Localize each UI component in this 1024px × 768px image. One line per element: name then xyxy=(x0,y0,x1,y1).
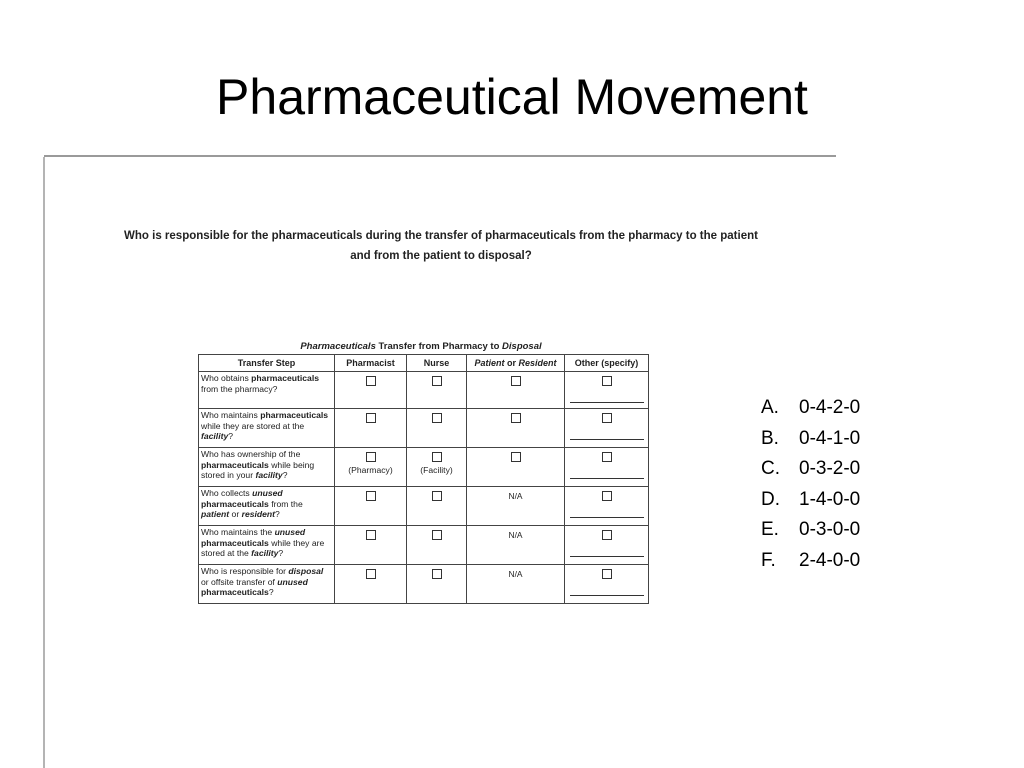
table-header-row xyxy=(199,355,649,372)
patient-cell xyxy=(467,372,565,409)
answer-text: 0-3-0-0 xyxy=(799,519,861,540)
step-text: ? xyxy=(268,587,274,597)
other-cell xyxy=(565,487,649,526)
step-text-bold-italic: unused xyxy=(274,527,306,538)
pharmacist-cell xyxy=(335,448,407,487)
table-row xyxy=(199,448,649,487)
step-text: Who is responsible for xyxy=(201,566,289,576)
pharmacist-checkbox[interactable] xyxy=(366,413,376,423)
other-cell xyxy=(565,565,649,604)
pharmacist-cell xyxy=(335,409,407,448)
step-text: Who has ownership of the xyxy=(201,449,301,460)
scan-border-top xyxy=(44,155,836,157)
survey-question: Who is responsible for the pharmaceuticals during the transfer of pharmaceuticals from the pharmacy to the patient and from the patient to disposal? xyxy=(124,230,758,262)
answer-text: 1-4-0-0 xyxy=(799,488,861,510)
answer-text: 0-3-2-0 xyxy=(799,458,861,479)
table-row xyxy=(199,372,649,409)
step-text-bold: pharmaceuticals xyxy=(201,459,269,470)
scan-border-left xyxy=(43,157,45,768)
step-text: Who collects xyxy=(201,488,253,499)
transfer-step-cell xyxy=(199,372,335,409)
table-row xyxy=(199,487,649,526)
pharmacist-cell xyxy=(335,565,407,604)
slide-title: Pharmaceutical Movement xyxy=(216,69,808,125)
answer-letter: B. xyxy=(761,427,779,449)
patient-cell xyxy=(467,448,565,487)
specify-line[interactable] xyxy=(570,595,644,596)
step-text-bold-italic: facility xyxy=(255,470,283,481)
step-text-bold-italic: disposal xyxy=(288,566,324,576)
header-patient-resident xyxy=(467,355,565,372)
header-pharmacist: Pharmacist xyxy=(335,355,407,372)
specify-line[interactable] xyxy=(570,556,644,557)
answer-letter: A. xyxy=(761,397,779,418)
step-text: ? xyxy=(275,509,280,520)
step-text-bold-italic: unused xyxy=(252,488,283,499)
transfer-table xyxy=(198,354,649,604)
transfer-step-cell xyxy=(199,448,335,487)
step-text: while they are stored at the xyxy=(201,420,305,431)
patient-cell xyxy=(467,526,565,565)
other-checkbox[interactable] xyxy=(602,569,612,579)
patient-na: N/A xyxy=(508,491,523,502)
answer-option-c xyxy=(761,454,860,485)
patient-cell xyxy=(467,565,565,604)
step-text-bold-italic: patient xyxy=(201,509,230,520)
transfer-step-cell xyxy=(199,409,335,448)
step-text-bold: pharmaceuticals xyxy=(201,587,269,597)
step-text: or offsite transfer of xyxy=(201,576,278,587)
answer-option-d xyxy=(761,485,860,516)
step-text: from the pharmacy? xyxy=(201,383,278,394)
nurse-cell xyxy=(407,372,467,409)
step-text: ? xyxy=(282,470,288,481)
nurse-cell xyxy=(407,487,467,526)
patient-na: N/A xyxy=(508,569,523,579)
nurse-cell xyxy=(407,448,467,487)
other-cell xyxy=(565,448,649,487)
patient-cell xyxy=(467,409,565,448)
pharmacist-cell xyxy=(335,526,407,565)
table-row xyxy=(199,565,649,604)
step-text: from the xyxy=(268,498,303,509)
specify-line[interactable] xyxy=(570,517,644,518)
other-checkbox[interactable] xyxy=(602,376,612,386)
answer-option-f xyxy=(761,546,860,577)
patient-na: N/A xyxy=(508,530,523,541)
header-nurse: Nurse xyxy=(407,355,467,372)
transfer-step-cell xyxy=(199,565,335,604)
answer-text: 0-4-2-0 xyxy=(799,397,861,418)
step-text-bold-italic: facility xyxy=(201,431,229,442)
step-text-bold: pharmaceuticals xyxy=(201,537,269,548)
nurse-checkbox[interactable] xyxy=(432,569,442,579)
patient-cell xyxy=(467,487,565,526)
answer-letter: F. xyxy=(761,549,776,571)
other-checkbox[interactable] xyxy=(602,530,612,540)
answer-letter: E. xyxy=(761,519,779,540)
step-text: or xyxy=(229,509,242,520)
step-text-bold-italic: unused xyxy=(277,576,308,587)
caption-middle: Transfer from Pharmacy to xyxy=(375,341,503,352)
answer-text: 0-4-1-0 xyxy=(799,427,861,449)
other-checkbox[interactable] xyxy=(602,452,612,462)
pharmacist-checkbox[interactable] xyxy=(366,530,376,540)
nurse-cell xyxy=(407,565,467,604)
answer-option-b xyxy=(761,424,860,455)
step-text: while they are stored at the xyxy=(201,537,325,559)
pharmacist-checkbox[interactable] xyxy=(366,569,376,579)
step-text: Who obtains xyxy=(201,373,252,383)
specify-line[interactable] xyxy=(570,402,644,403)
answer-letter: C. xyxy=(761,458,780,479)
nurse-checkbox[interactable] xyxy=(432,376,442,386)
step-text: while being stored in your xyxy=(201,459,315,481)
step-text-bold: pharmaceuticals xyxy=(260,410,329,421)
specify-line[interactable] xyxy=(570,439,644,440)
pharmacist-checkbox[interactable] xyxy=(366,452,376,462)
header-resident: Resident xyxy=(518,358,557,368)
step-text: Who maintains xyxy=(201,410,261,421)
answer-option-e xyxy=(761,515,860,546)
step-text-bold-italic: facility xyxy=(251,548,279,559)
transfer-step-cell xyxy=(199,487,335,526)
pharmacist-note: (Pharmacy) xyxy=(348,465,393,476)
nurse-checkbox[interactable] xyxy=(432,530,442,540)
step-text: Who maintains the xyxy=(201,527,275,538)
caption-italic-2: Disposal xyxy=(502,341,542,352)
step-text-bold: pharmaceuticals xyxy=(201,498,269,509)
nurse-checkbox[interactable] xyxy=(432,413,442,423)
nurse-checkbox[interactable] xyxy=(432,452,442,462)
pharmacist-cell xyxy=(335,487,407,526)
step-text: ? xyxy=(228,431,234,442)
nurse-cell xyxy=(407,409,467,448)
step-text-bold: pharmaceuticals xyxy=(251,373,319,383)
specify-line[interactable] xyxy=(570,478,644,479)
table-caption xyxy=(198,341,644,352)
pharmacist-checkbox[interactable] xyxy=(366,491,376,501)
other-cell xyxy=(565,409,649,448)
transfer-step-cell xyxy=(199,526,335,565)
patient-checkbox[interactable] xyxy=(511,452,521,462)
answer-option-a xyxy=(761,393,860,424)
pharmacist-checkbox[interactable] xyxy=(366,376,376,386)
header-patient: Patient xyxy=(474,358,505,368)
answer-text: 2-4-0-0 xyxy=(799,549,861,571)
nurse-note: (Facility) xyxy=(420,465,453,476)
pharmacist-cell xyxy=(335,372,407,409)
header-other: Other (specify) xyxy=(565,355,649,372)
nurse-cell xyxy=(407,526,467,565)
step-text-bold-italic: resident xyxy=(241,509,276,520)
patient-checkbox[interactable] xyxy=(511,376,521,386)
other-cell xyxy=(565,372,649,409)
answer-options xyxy=(761,393,860,576)
table-row xyxy=(199,526,649,565)
patient-checkbox[interactable] xyxy=(511,413,521,423)
nurse-checkbox[interactable] xyxy=(432,491,442,501)
other-cell xyxy=(565,526,649,565)
other-checkbox[interactable] xyxy=(602,413,612,423)
header-or: or xyxy=(504,358,519,368)
answer-letter: D. xyxy=(761,488,780,510)
caption-italic-1: Pharmaceuticals xyxy=(300,341,376,352)
table-row xyxy=(199,409,649,448)
other-checkbox[interactable] xyxy=(602,491,612,501)
header-transfer-step: Transfer Step xyxy=(199,355,335,372)
step-text: ? xyxy=(278,548,284,559)
